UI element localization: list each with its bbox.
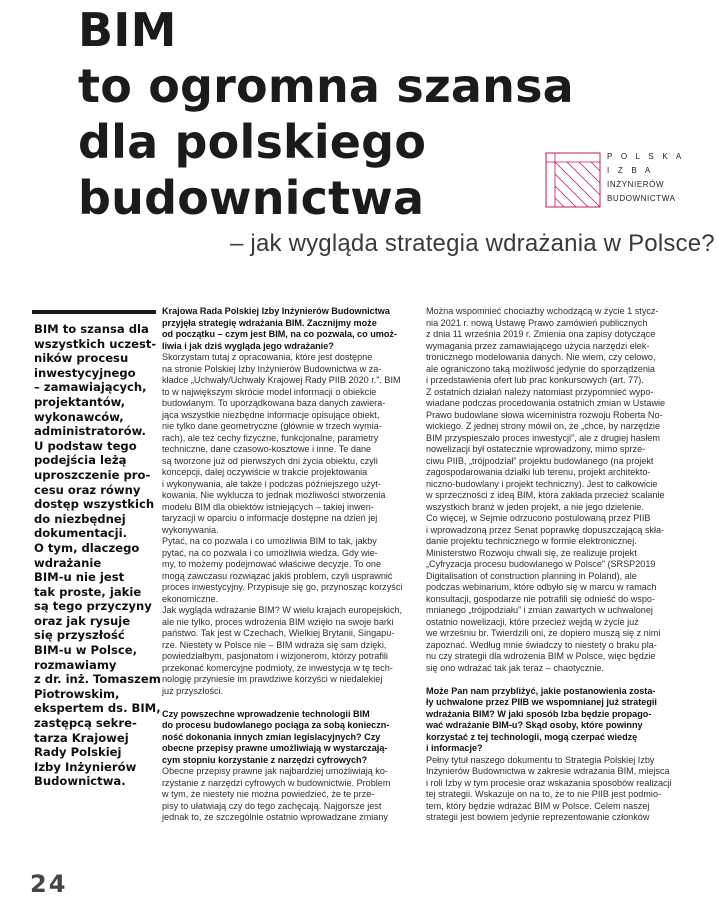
text-line: przyjęła strategię wdrażania BIM. Zacznijmy może <box>162 317 377 328</box>
sidebar-line: cesu oraz równy <box>34 482 141 497</box>
text-line: w sprzeczności z ideą BIM, która zakłada przecież scalanie <box>426 490 665 500</box>
text-line: Obecne przepisy prawne jak najbardziej umożliwiają ko- <box>162 766 388 776</box>
text-line: koncepcji, dalej oczywiście w trakcie projektowania <box>162 467 368 477</box>
sidebar-line: Piotrowskim, <box>34 686 120 701</box>
sidebar-divider <box>32 310 156 314</box>
text-line: Inżynierów Budownictwa w zakresie wdrażania BIM, miejsca <box>426 766 670 776</box>
sidebar-line: wykonawców, <box>34 409 124 424</box>
sidebar-line: podejścia leżą <box>34 453 127 468</box>
text-line: w tym, że niestety nie można powiedzieć, że te prze- <box>162 789 375 799</box>
text-line: obecne przepisy prawne umożliwiają w wystarczają- <box>162 743 388 753</box>
title-line: BIM <box>78 3 177 57</box>
text-line: wickiego. Z jednej strony mówił on, że „chce, by narzędzie <box>426 421 661 431</box>
text-line: budowlanym. To uporządkowana baza danych zawiera- <box>162 398 386 408</box>
text-line: przekonać komercyjne podmioty, że inwestycja w tę tech- <box>162 662 393 673</box>
sidebar-line: O tym, dlaczego <box>34 540 140 555</box>
text-line: jednak to, że szczególnie ostatnio wprowadzane zmiany <box>162 812 388 822</box>
text-line: my, to możemy podejmować właściwe decyzje. To one <box>162 559 382 569</box>
sidebar-line: tak proste, jakie <box>34 584 142 599</box>
text-line: na stronie Polskiej Izby Inżynierów Budownictwa w za- <box>162 363 382 374</box>
text-line: państwo. Tak jest w Czechach, Wielkiej Brytanii, Singapu- <box>162 628 395 638</box>
text-line: Czy powszechne wprowadzenie technologii BIM <box>162 708 370 719</box>
text-line: zapoznać. Według mnie świadczy to niestety o braku pla- <box>426 639 657 650</box>
article-column-2 <box>426 306 698 824</box>
sidebar-line: wdrażanie <box>34 555 102 570</box>
sidebar-line: oraz jak rysuje <box>34 613 131 628</box>
text-line: nologię przyniesie im prawdziwe korzyści w niedalekiej <box>162 674 383 684</box>
text-line: „Cyfryzacja procesu budowlanego w Polsce” (SRSP2019 <box>426 559 656 569</box>
text-line: i informacje? <box>426 743 483 753</box>
sidebar-line: administratorów. <box>34 424 146 439</box>
sidebar-line: dokumentacji. <box>34 526 128 541</box>
article-title <box>78 2 598 226</box>
text-line: wykonywania. <box>162 524 219 535</box>
piib-logo-mark-icon <box>545 152 601 208</box>
sidebar-line: projektantów, <box>34 394 126 409</box>
sidebar-line: ników procesu <box>34 351 129 366</box>
sidebar-line: dostęp wszystkich <box>34 497 155 512</box>
text-line: we wrześniu br. Twierdzili oni, że dopiero muszą się z nimi <box>426 628 661 638</box>
text-line: ciwu PIIB, „trójpodział” projektu budowlanego (na projekt <box>426 455 654 466</box>
text-line: ostatnio nowelizacji, które przecież wejdą w życie już <box>426 616 639 627</box>
sidebar-line: Rady Polskiej <box>34 745 122 760</box>
sidebar-line: wszystkich uczest- <box>34 336 157 351</box>
logo-line: INŻYNIERÓW <box>607 180 665 189</box>
text-line: i wykonywania, ale także i podczas późniejszego użyt- <box>162 478 381 489</box>
sidebar-line: inwestycyjnego <box>34 365 136 380</box>
sidebar-line: do niezbędnej <box>34 511 126 526</box>
text-line: podczas webinarium, które odbyło się w marcu w ramach <box>426 582 657 592</box>
text-line: kładce „Uchwały/Uchwały Krajowej Rady PIIB 2020 r.”. BIM <box>162 375 401 385</box>
text-line: tem, który będzie wdrażać BIM w Polsce. Celem naszej <box>426 800 650 811</box>
text-line: ale ograniczono taką możliwość jedynie do sporządzenia <box>426 363 655 374</box>
text-line: pytać, na co pozwala i co umożliwia wiedza. Gdy wie- <box>162 547 378 558</box>
sidebar-line: BIM to szansa dla <box>34 322 149 336</box>
text-line: rze. Niestety w Polsce nie – BIM wdraża się sam dzięki, <box>162 639 387 650</box>
text-line: jąca wszystkie niezbędne informacje opisujące obiekt, <box>162 409 380 420</box>
sidebar-line: ekspertem ds. BIM, <box>34 701 161 716</box>
text-line: ekonomiczne. <box>162 593 219 604</box>
text-line: rzystanie z narzędzi cyfrowych w budownictwie. Problem <box>162 777 391 788</box>
sidebar-line: rozmawiamy <box>34 657 117 672</box>
text-line: liwia i jak dziś wygląda jego wdrażanie? <box>162 340 334 351</box>
text-line: z dnia 11 września 2019 r. Zmienia ona zapisy dotyczące <box>426 329 656 339</box>
text-line <box>162 697 404 709</box>
text-line: się ono wdrażać tak jak teraz – chaotycznie. <box>426 662 604 673</box>
text-line: ale nie tylko, proces wdrożenia BIM wzięło na swoje barki <box>162 616 394 627</box>
text-line: tronicznego modelowania danych. Nie wiem, czy celowo, <box>426 352 656 362</box>
text-line: Może Pan nam przybliżyć, jakie postanowienia zosta- <box>426 685 656 696</box>
text-line: konsultacji, gospodarze nie potrafili się odnieść do wspo- <box>426 593 655 604</box>
text-line: Krajowa Rada Polskiej Izby Inżynierów Budownictwa <box>162 306 390 316</box>
text-line <box>426 674 698 686</box>
text-line: nowelizacji był ostatecznie wprowadzony, mimo sprze- <box>426 444 646 454</box>
text-line: danie projektu technicznego w formie elektronicznej. <box>426 536 637 546</box>
logo-line: I Z B A <box>607 166 654 175</box>
text-line: Skorzystam tutaj z opracowania, które jest dostępne <box>162 352 373 362</box>
article-column-1 <box>162 306 404 824</box>
text-line: Z ostatnich działań należy natomiast przypomnieć wypo- <box>426 386 654 397</box>
text-line: nie tylko dane geometryczne (głównie w trzech wymia- <box>162 421 382 431</box>
text-line: to w największym skrócie model informacji o obiekcie <box>162 386 377 397</box>
text-line: Digitalisation of construction planning in Poland), ale <box>426 570 637 581</box>
text-line: Jak wygląda wdrażanie BIM? W wielu krajach europejskich, <box>162 605 403 615</box>
sidebar-line: – zamawiających, <box>34 380 147 395</box>
page-number: 24 <box>30 870 68 898</box>
sidebar-line: BIM-u nie jest <box>34 570 125 585</box>
text-line: Co więcej, w Sejmie odrzucono postulowaną przez PIIB <box>426 513 651 523</box>
text-line: Prawo budowlane słowa wiceministra rozwoju Roberta No- <box>426 409 663 420</box>
sidebar-line: z dr. inż. Tomaszem <box>34 672 161 687</box>
title-line: dla polskiego <box>78 115 427 169</box>
text-line: i roli Izby w tym procesie oraz wskazania sposobów realizacji <box>426 777 672 788</box>
sidebar-line: się przyszłość <box>34 628 125 643</box>
sidebar-line: U podstaw tego <box>34 438 137 453</box>
text-line: tej strategii. Wskazuje on na to, że to nie PIIB jest podmio- <box>426 789 662 799</box>
sidebar-line: są tego przyczyny <box>34 599 152 614</box>
sidebar-line: BIM-u w Polsce, <box>34 643 138 658</box>
text-line: od początku – czym jest BIM, na co pozwala, co umoż- <box>162 329 397 339</box>
piib-logo-text <box>607 150 697 206</box>
sidebar-line: zastępcą sekre- <box>34 716 137 731</box>
text-line: są tworzone już od pierwszych dni życia obiektu, czyli <box>162 455 378 466</box>
text-line: ność dokonania innych zmian legislacyjnych? Czy <box>162 731 381 742</box>
text-line: do procesu budowlanego pociąga za sobą konieczn- <box>162 720 390 730</box>
text-line: taryzacji w oparciu o informacje dostępne na dzień jej <box>162 513 378 523</box>
text-line: strategii jest bowiem jedynie reprezentowanie członków <box>426 812 650 822</box>
text-line: BIM przyspieszało proces inwestycji”, ale z drugiej hasłem <box>426 432 660 443</box>
text-line: wszystkich branż w jeden projekt, a nie jego dzielenie. <box>426 501 644 512</box>
title-line: budownictwa <box>78 171 425 225</box>
text-line: Można wspomnieć chociażby wchodzącą w życie 1 stycz- <box>426 306 659 316</box>
text-line: proces inwestycyjny. Przypisuje się go, przynosząc korzyści <box>162 582 403 592</box>
text-line: Ministerstwo Rozwoju chwali się, że realizuje projekt <box>426 547 637 558</box>
title-line: to ogromna szansa <box>78 59 574 113</box>
text-line: wymagania przez zamawiającego użycia narzędzi elek- <box>426 340 650 351</box>
text-line: zagospodarowania działki lub terenu, projekt architekto- <box>426 467 651 477</box>
text-line: wać wdrażanie BIM-u? Skąd osoby, które powinny <box>426 720 643 730</box>
text-line: kowania. Nie wyklucza to jednak możliwości stworzenia <box>162 490 386 500</box>
text-line: ły uchwalone przez PIIB we wspomnianej już strategii <box>426 697 657 707</box>
sidebar-line: Izby Inżynierów <box>34 759 137 774</box>
text-line: nu czy strategii dla wdrożenia BIM w Polsce, więc będzie <box>426 651 656 661</box>
text-line: wiadane podczas procedowania ostatnich zmian w Ustawie <box>426 398 666 408</box>
sidebar-line: tarza Krajowej <box>34 730 129 745</box>
text-line: mnianego „trójpodziału” i zmian zawartych w uchwalonej <box>426 605 653 615</box>
logo-line: P O L S K A <box>607 152 685 161</box>
text-line: Pytać, na co pozwala i co umożliwia BIM to tak, jakby <box>162 536 377 546</box>
text-line: mogą zawczasu rozwiązać jakiś problem, czyli usprawnić <box>162 570 393 581</box>
logo-line: BUDOWNICTWA <box>607 194 676 203</box>
text-line: cym stopniu korzystanie z narzędzi cyfrowych? <box>162 754 368 765</box>
text-line: wdrażania BIM? W jaki sposób Izba będzie propago- <box>426 708 652 719</box>
text-line: niczno-budowlany i projekt techniczny). Jest to całkowicie <box>426 478 658 489</box>
text-line: i wprowadzoną przez Senat poprawkę dopuszczającą skła- <box>426 524 665 535</box>
piib-logo <box>545 150 695 216</box>
text-line: już przyszłości. <box>162 685 224 696</box>
article-subtitle: – jak wygląda strategia wdrażania w Polsce? <box>230 230 715 257</box>
text-line: korzystać z tej technologii, mogą czerpać wiedzę <box>426 731 638 742</box>
text-line: Pełny tytuł naszego dokumentu to Strategia Polskiej Izby <box>426 754 655 765</box>
text-line: i przedstawienia ofert lub prac konkursowych (art. 77). <box>426 375 644 385</box>
text-line: rach), ale też cechy fizyczne, funkcjonalne, parametry <box>162 432 379 443</box>
sidebar-line: Budownictwa. <box>34 774 126 789</box>
text-line: nia 2021 r. nową Ustawę Prawo zamówień publicznych <box>426 317 648 328</box>
lead-sidebar <box>34 322 161 789</box>
text-line: powiedziałbym, pasjonatom i wizjonerom, którzy potrafili <box>162 651 388 661</box>
sidebar-line: uproszczenie pro- <box>34 467 151 482</box>
text-line: modelu BIM dla obiektów istniejących – takiej inwen- <box>162 501 374 512</box>
text-line: pisy to ułatwiają czy do tego zachęcają. Najgorsze jest <box>162 800 382 811</box>
text-line: techniczne, dane czasowo-kosztowe i inne. Te dane <box>162 444 372 454</box>
